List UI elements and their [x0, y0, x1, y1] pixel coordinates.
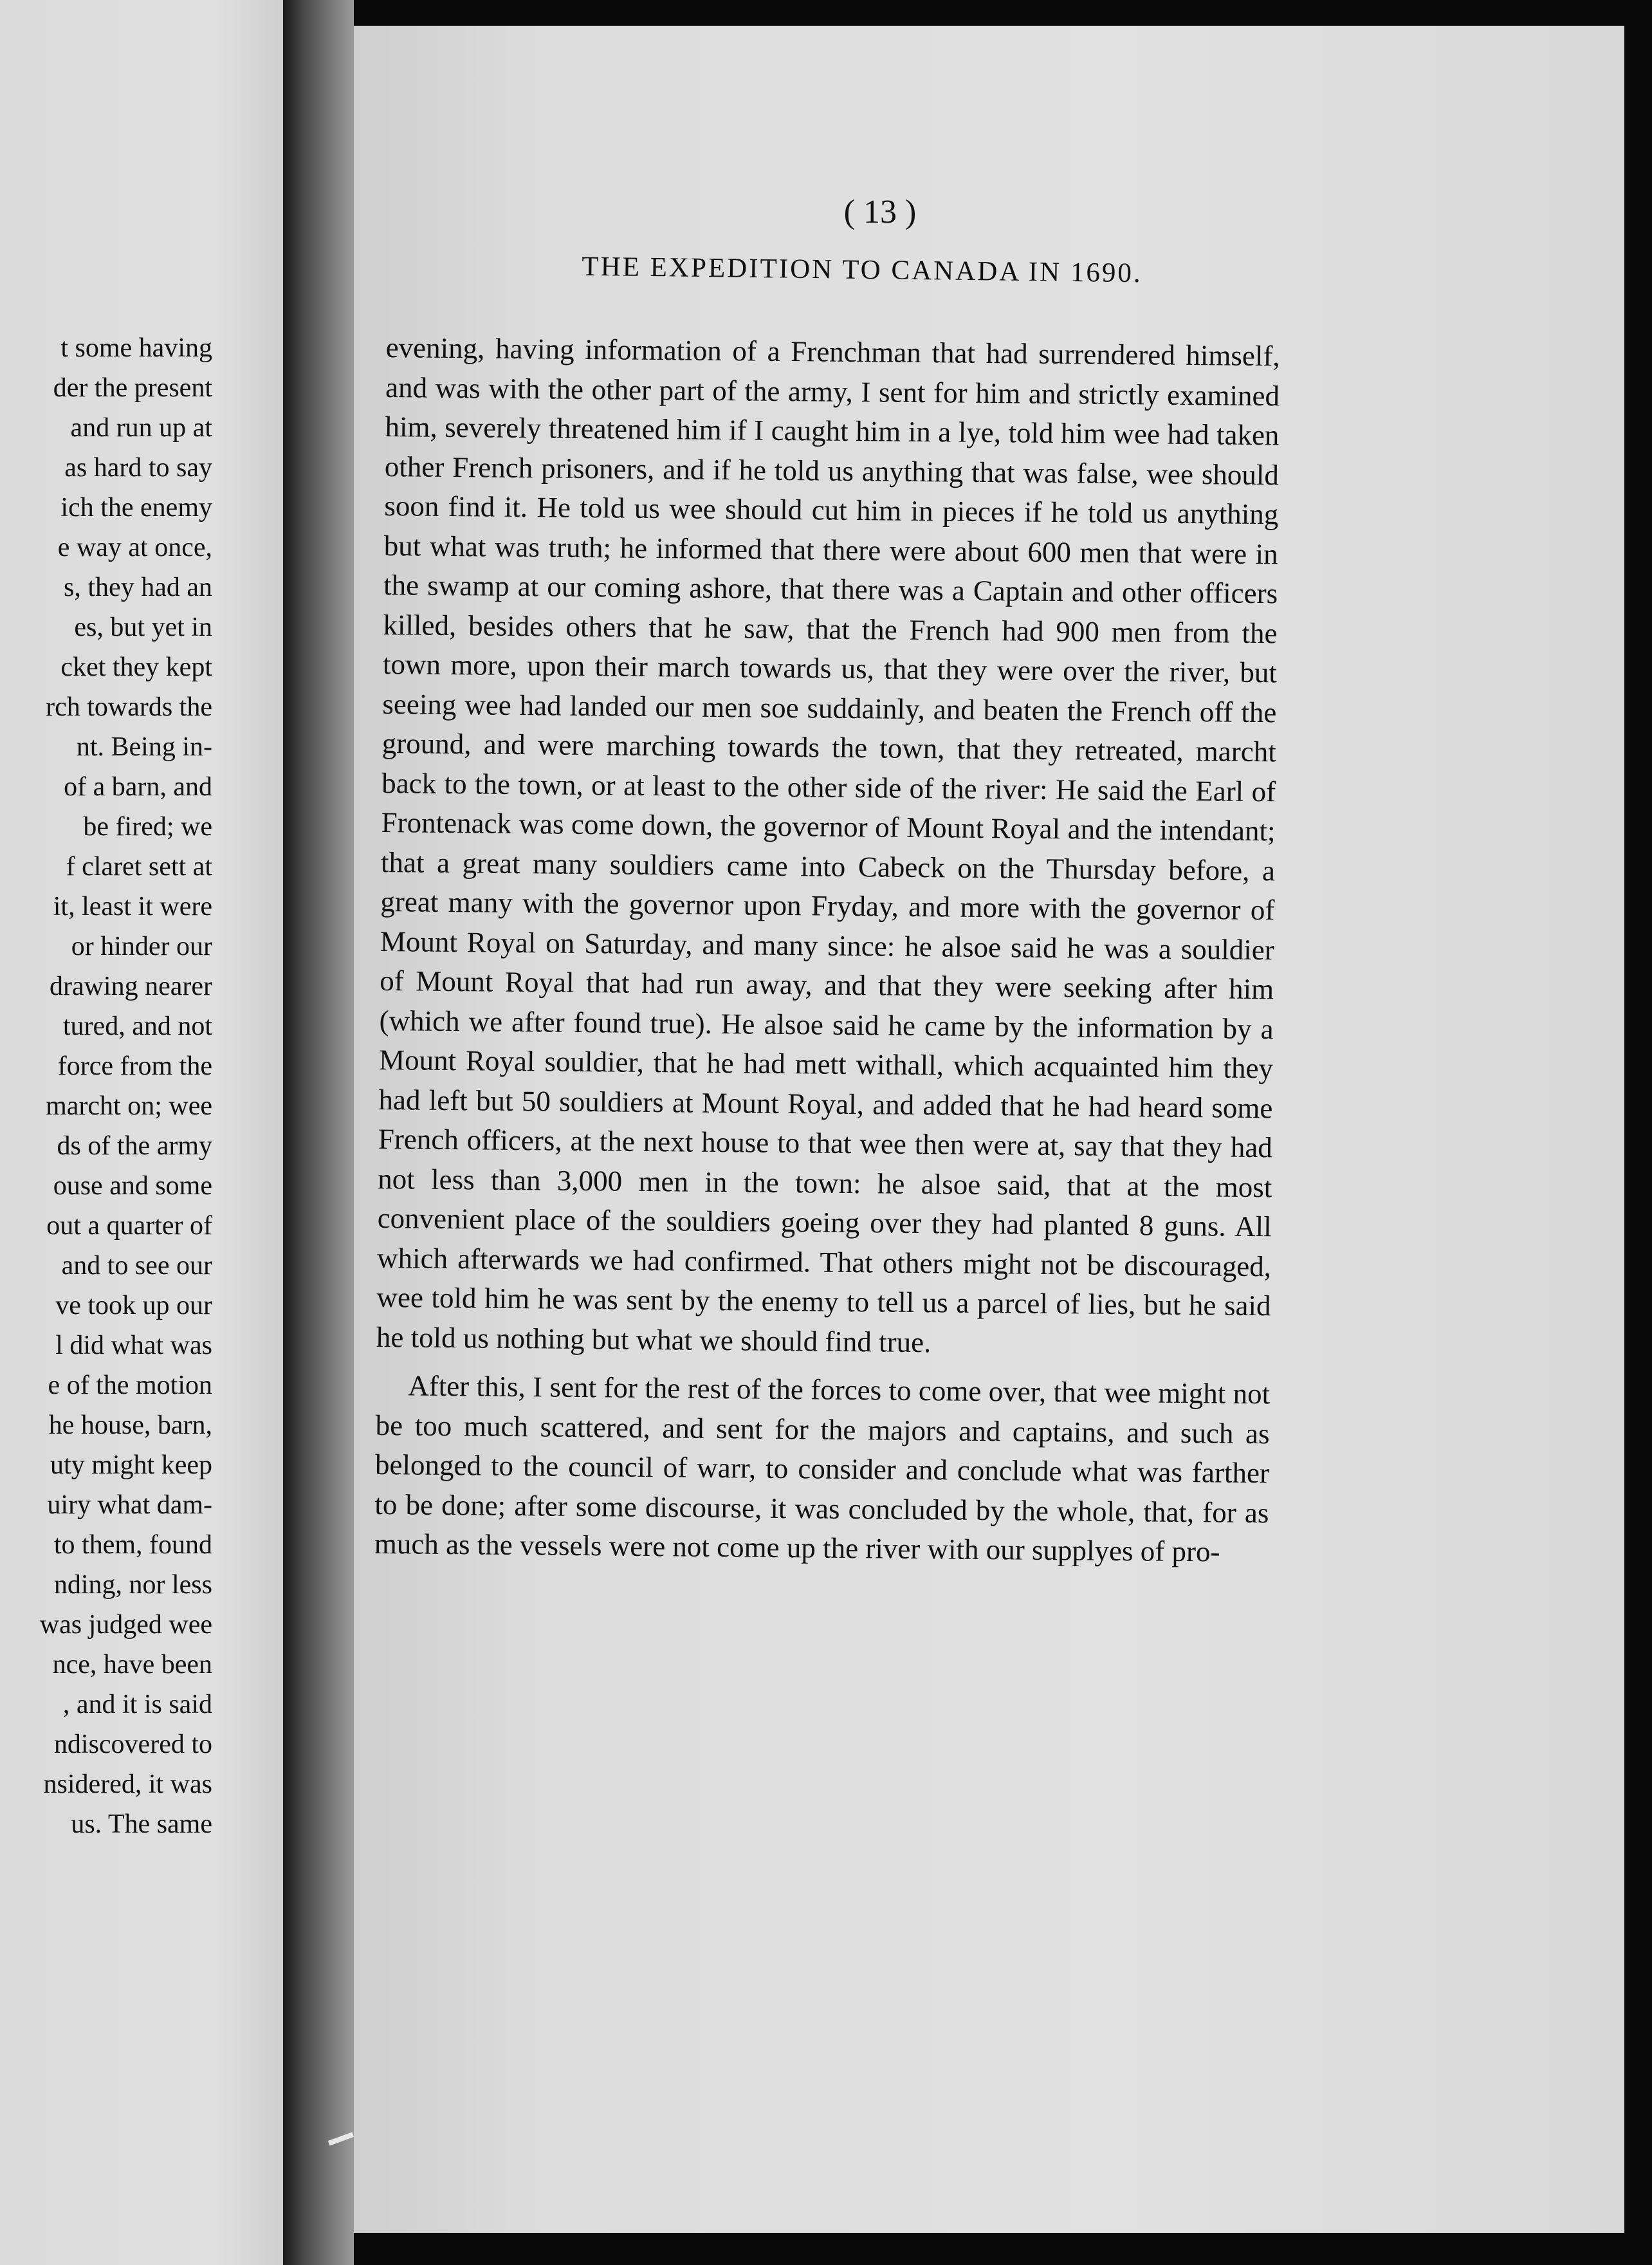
- left-page-line: e way at once,: [57, 533, 212, 562]
- left-page-line: tured, and not: [62, 1012, 212, 1041]
- left-page-line: l did what was: [55, 1331, 212, 1360]
- paragraph-2: After this, I sent for the rest of the forces to come over, that wee might not be too much scattered, and sent for the majors and captains, and such as belonged to the council of warr, to consider and conclude what was farther to be done; after some discourse, it was concluded by the whole, that, for as much as the vessels were not come up the river with our supplyes of pro-: [374, 1369, 1271, 1568]
- left-page-line: ndiscovered to: [53, 1730, 212, 1759]
- left-page-line: ve took up our: [55, 1291, 212, 1320]
- left-page-line: rch towards the: [46, 692, 212, 722]
- book-gutter: [283, 0, 354, 2265]
- left-page-line: ich the enemy: [60, 493, 212, 522]
- left-page-line: s, they had an: [64, 573, 212, 602]
- left-page-line: out a quarter of: [46, 1211, 212, 1241]
- left-page-line: was judged wee: [39, 1610, 212, 1640]
- left-page-line: t some having: [60, 333, 212, 363]
- paragraph-1: evening, having information of a Frenchman that had surrendered himself, and was with the other part of the army, I sent for him and strictly examined him, severely threatened him if I caught him in a lye, told him wee had taken other French prisoners, and if he told us anything that was false, wee should soon find it. He told us wee should cut him in pieces if he told us anything but what was truth; he informed that there were about 600 men that were in the swamp at our coming ashore, that there was a Captain and other officers killed, besides others that he saw, that the French had 900 men from the town more, upon their march towards us, that they were over the river, but seeing wee had landed our men soe suddainly, and beaten the French off the ground, and were marching towards the town, that they retreated, marcht back to the town, or at least to the other side of the river: He said the Earl of Frontenack was come down, the governor of Mount Royal and the intendant; that a great many souldiers came into Cabeck on the Thursday before, a great many with the governor upon Fryday, and more with the governor of Mount Royal on Saturday, and many since: he alsoe said he was a souldier of Mount Royal that had run away, and that they were seeking after him (which we after found true). He alsoe said he came by the information by a Mount Royal souldier, that he had mett withall, which acquainted him they had left but 50 souldiers at Mount Royal, and added that he had heard some French officers, at the next house to that wee then were at, say that they had not less than 3,000 men in the town: he alsoe said, that at the most convenient place of the souldiers goeing over they had planted 8 guns. All which afterwards we had confirmed. That others might not be discouraged, wee told him he was sent by the enemy to tell us a parcel of lies, but he said he told us nothing but what we should find true.: [376, 331, 1280, 1358]
- left-page-line: as hard to say: [64, 453, 212, 483]
- left-page-line: to them, found: [53, 1530, 212, 1560]
- left-page-line: force from the: [57, 1051, 212, 1081]
- left-page-line: f claret sett at: [66, 852, 212, 882]
- running-title: THE EXPEDITION TO CANADA IN 1690.: [582, 251, 1143, 289]
- left-page-line: e of the motion: [48, 1371, 212, 1400]
- left-page-line: ds of the army: [57, 1131, 212, 1161]
- left-page-line: he house, barn,: [48, 1410, 212, 1440]
- left-page-line: uty might keep: [50, 1450, 212, 1480]
- left-page-line: drawing nearer: [49, 972, 212, 1001]
- left-page-line: of a barn, and: [64, 772, 212, 802]
- body-text: [374, 328, 1280, 1573]
- left-page-line: us. The same: [71, 1809, 212, 1839]
- page-number: ( 13 ): [843, 194, 917, 230]
- left-page-line: and to see our: [61, 1251, 212, 1280]
- left-page-line: and run up at: [70, 413, 212, 443]
- left-page-line: es, but yet in: [74, 613, 212, 642]
- left-page-line: nding, nor less: [53, 1570, 212, 1600]
- left-page-line: marcht on; wee: [46, 1091, 212, 1121]
- left-page-line: , and it is said: [62, 1690, 212, 1719]
- left-page-line: cket they kept: [60, 652, 212, 682]
- left-page-text-column: [0, 328, 212, 1844]
- left-page-line: be fired; we: [83, 812, 212, 842]
- left-page-line: it, least it were: [53, 892, 212, 921]
- left-page-line: ouse and some: [53, 1171, 212, 1201]
- left-page-line: nsidered, it was: [43, 1770, 212, 1799]
- left-page-line: der the present: [53, 373, 212, 403]
- left-page-line: uiry what dam-: [47, 1490, 212, 1520]
- left-page-line: nce, have been: [52, 1650, 212, 1679]
- left-page: [0, 0, 283, 2265]
- left-page-line: or hinder our: [71, 932, 212, 961]
- left-page-line: nt. Being in-: [76, 732, 212, 762]
